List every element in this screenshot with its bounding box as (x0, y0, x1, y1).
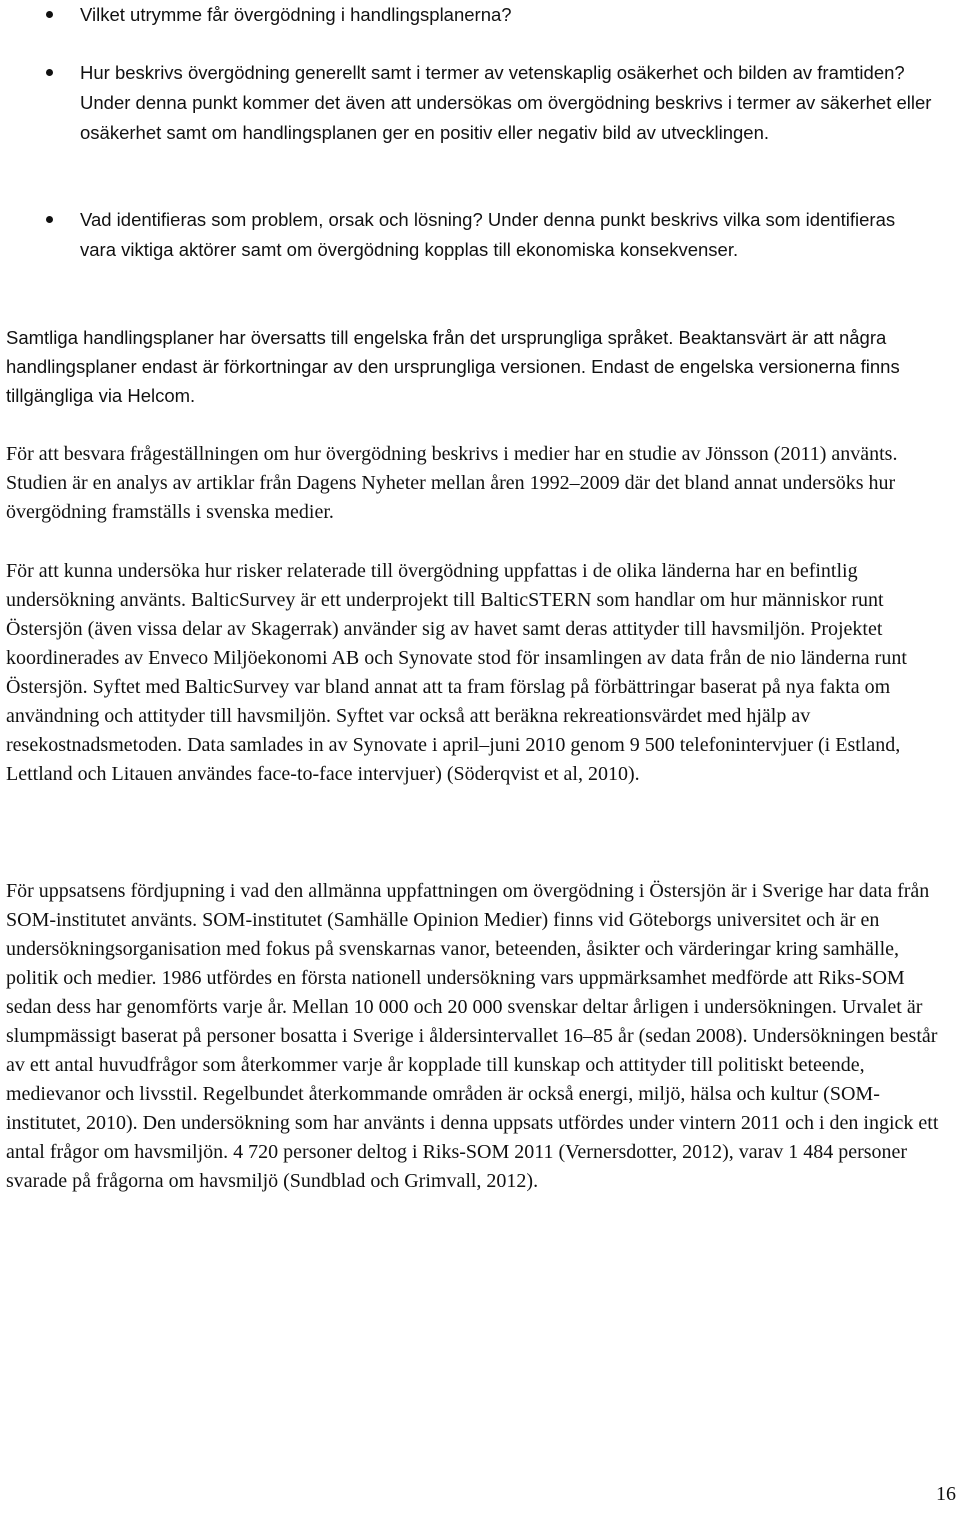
bullet-text: Vilket utrymme får övergödning i handlingsplanerna? (80, 4, 512, 25)
bullet-text: Vad identifieras som problem, orsak och lösning? (80, 209, 483, 230)
list-item (0, 58, 960, 148)
paragraph-balticsurvey: För att kunna undersöka hur risker relaterade till övergödning uppfattas i de olika länderna har en befintlig undersökning använts. BalticSurvey är ett underprojekt till BalticSTERN som handlar om hur människor runt Östersjön (även vissa delar av Skagerrak) använder sig av havet samt deras attityder till havsmiljön. Projektet koordinerades av Enveco Miljöekonomi AB och Synovate stod för insamlingen av data från de nio länderna runt Östersjön. Syftet med BalticSurvey var bland annat att ta fram förslag på förbättringar baserat på nya fakta om användning och attityder till havsmiljön. Syftet var också att beräkna rekreationsvärdet med hjälp av resekostnadsmetoden. Data samlades in av Synovate i april–juni 2010 genom 9 500 telefonintervjuer (i Estland, Lettland och Litauen användes face-to-face intervjuer) (Söderqvist et al, 2010). (6, 560, 907, 785)
bullet-text-continuation: Under denna punkt kommer det även att undersökas om övergödning beskrivs i termer av säkerhet eller osäkerhet samt om handlingsplanen ger en positiv eller negativ bild av utvecklingen. (80, 92, 932, 143)
bullet-icon (46, 216, 53, 223)
paragraph-som-institute: För uppsatsens fördjupning i vad den allmänna uppfattningen om övergödning i Östersjön är i Sverige har data från SOM-institutet använts. SOM-institutet (Samhälle Opinion Medier) finns vid Göteborgs universitet och är en undersökningsorganisation med fokus på svenskarnas vanor, beteenden, åsikter och värderingar kring samhälle, politik och medier. 1986 utfördes en första nationell undersökning vars uppmärksamhet medförde att Riks-SOM sedan dess har genomförts varje år. Mellan 10 000 och 20 000 svenskar deltar årligen i undersökningen. Urvalet är slumpmässigt baserat på personer bosatta i Sverige i åldersintervallet 16–85 år (sedan 2008). Undersökningen består av ett antal huvudfrågor som återkommer varje år kopplade till kunskap och attityder till politiskt beteende, medievanor och livsstil. Regelbundet återkommande områden är också energi, miljö, hälsa och kultur (SOM-institutet, 2010). Den undersökning som har använts i denna uppsats utfördes under vintern 2011 och i den ingick ett antal frågor om havsmiljön. 4 720 personer deltog i Riks-SOM 2011 (Vernersdotter, 2012), varav 1 484 personer svarade på frågorna om havsmiljö (Sundblad och Grimvall, 2012). (6, 880, 939, 1192)
list-item (0, 0, 960, 30)
bullet-text: Hur beskrivs övergödning generellt samt i termer av vetenskaplig osäkerhet och bilden av framtiden? (80, 62, 905, 83)
page-number: 16 (936, 1483, 956, 1505)
bullet-icon (46, 69, 53, 76)
bullet-icon (46, 11, 53, 18)
paragraph-media-study: För att besvara frågeställningen om hur övergödning beskrivs i medier har en studie av Jönsson (2011) använts. Studien är en analys av artiklar från Dagens Nyheter mellan åren 1992–2009 där det bland annat undersöks hur övergödning framställs i svenska medier. (6, 443, 898, 523)
list-item (0, 205, 960, 265)
paragraph-translations: Samtliga handlingsplaner har översatts till engelska från det ursprungliga språket. Beaktansvärt är att några handlingsplaner endast är förkortningar av den ursprungliga versionen. Endast de engelska versionerna finns tillgängliga via Helcom. (6, 327, 900, 406)
bullet-text-continuation: Under denna punkt beskrivs vilka som identifieras vara viktiga aktörer samt om övergödning kopplas till ekonomiska konsekvenser. (80, 209, 896, 260)
